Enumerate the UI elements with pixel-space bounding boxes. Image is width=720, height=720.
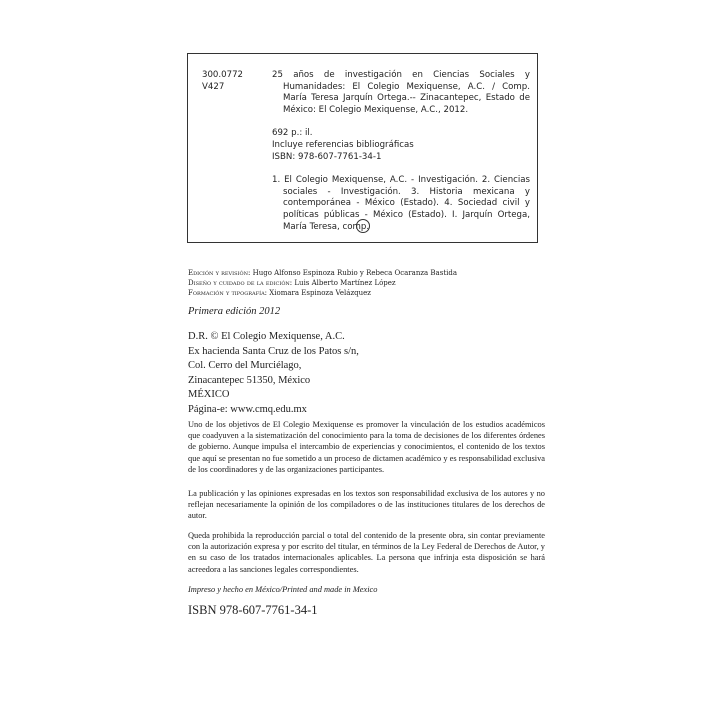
catalog-entry: [272, 70, 530, 233]
catalog-isbn: ISBN: 978-607-7761-34-1: [272, 151, 382, 162]
address-line: MÉXICO: [188, 389, 230, 400]
address-line: D.R. © El Colegio Mexiquense, A.C.: [188, 331, 345, 342]
call-number: [202, 70, 243, 93]
printed-in: Impreso y hecho en México/Printed and made in Mexico: [188, 585, 378, 594]
address-line: Col. Cerro del Murciélago,: [188, 360, 302, 371]
call-number-cutter: V427: [202, 81, 225, 92]
pages: 692 p.: il.: [272, 128, 313, 139]
disclaimer-paragraph: Uno de los objetivos de El Colegio Mexiquense es promover la vinculación de los estudios académicos que coadyuven a la sistematización del conocimiento para la toma de decisiones de los diferentes órdenes de gobierno. Aunque impulsa el intercambio de experiencias y conocimientos, el contenido de los textos que aquí se presentan no fue sometido a un proceso de dictamen académico y es responsabilidad exclusiva de los coordinadores y de las organizaciones participantes.: [188, 420, 545, 474]
title-entry: 25 años de investigación en Ciencias Sociales y Humanidades: El Colegio Mexiquense, A.C. / Comp. María Teresa Jarquín Ortega.-- Zinacantepec, Estado de México: El Colegio Mexiquense, A.C., 2012.: [272, 70, 530, 115]
website: Página-e: www.cmq.edu.mx: [188, 403, 307, 415]
credits: [188, 268, 457, 298]
responsibility-paragraph: La publicación y las opiniones expresadas en los textos son responsabilidad exclusiva de los autores y no reflejan necesariamente la opinión de los compiladores o de las instituciones titulares de los derechos de autor.: [188, 489, 545, 521]
bibliography-note: Incluye referencias bibliográficas: [272, 139, 414, 150]
address-line: Ex hacienda Santa Cruz de los Patos s/n,: [188, 345, 359, 357]
credit-line: Diseño y cuidado de la edición: Luis Alberto Martínez López: [188, 279, 396, 287]
physical-description: [272, 128, 530, 163]
edition: Primera edición 2012: [188, 306, 281, 317]
address-line: Zinacantepec 51350, México: [188, 374, 311, 386]
subject-headings: 1. El Colegio Mexiquense, A.C. - Investigación. 2. Ciencias sociales - Investigación. 3. Historia mexicana y contemporánea - México (Estado). 4. Sociedad civil y políticas públicas - México (Estado). I. Jarquín Ortega, María Teresa, comp.: [272, 175, 530, 232]
credit-line: Edición y revisión: Hugo Alfonso Espinoza Rubio y Rebeca Ocaranza Bastida: [188, 269, 458, 277]
circle-icon: [356, 219, 370, 233]
catalog-card: [187, 53, 538, 243]
credit-line: Formación y tipografía: Xiomara Espinoza Velázquez: [188, 289, 371, 297]
isbn: ISBN 978-607-7761-34-1: [188, 603, 318, 617]
publisher-address: [188, 330, 359, 417]
call-number-class: 300.0772: [202, 70, 244, 80]
copyright-paragraph: Queda prohibida la reproducción parcial o total del contenido de la presente obra, sin contar previamente con la autorización expresa y por escrito del titular, en términos de la Ley Federal de Derechos de Autor, y en su caso de los tratados internacionales aplicables. La persona que infrinja esta disposición se hará acreedora a las sanciones legales correspondientes.: [188, 531, 545, 574]
